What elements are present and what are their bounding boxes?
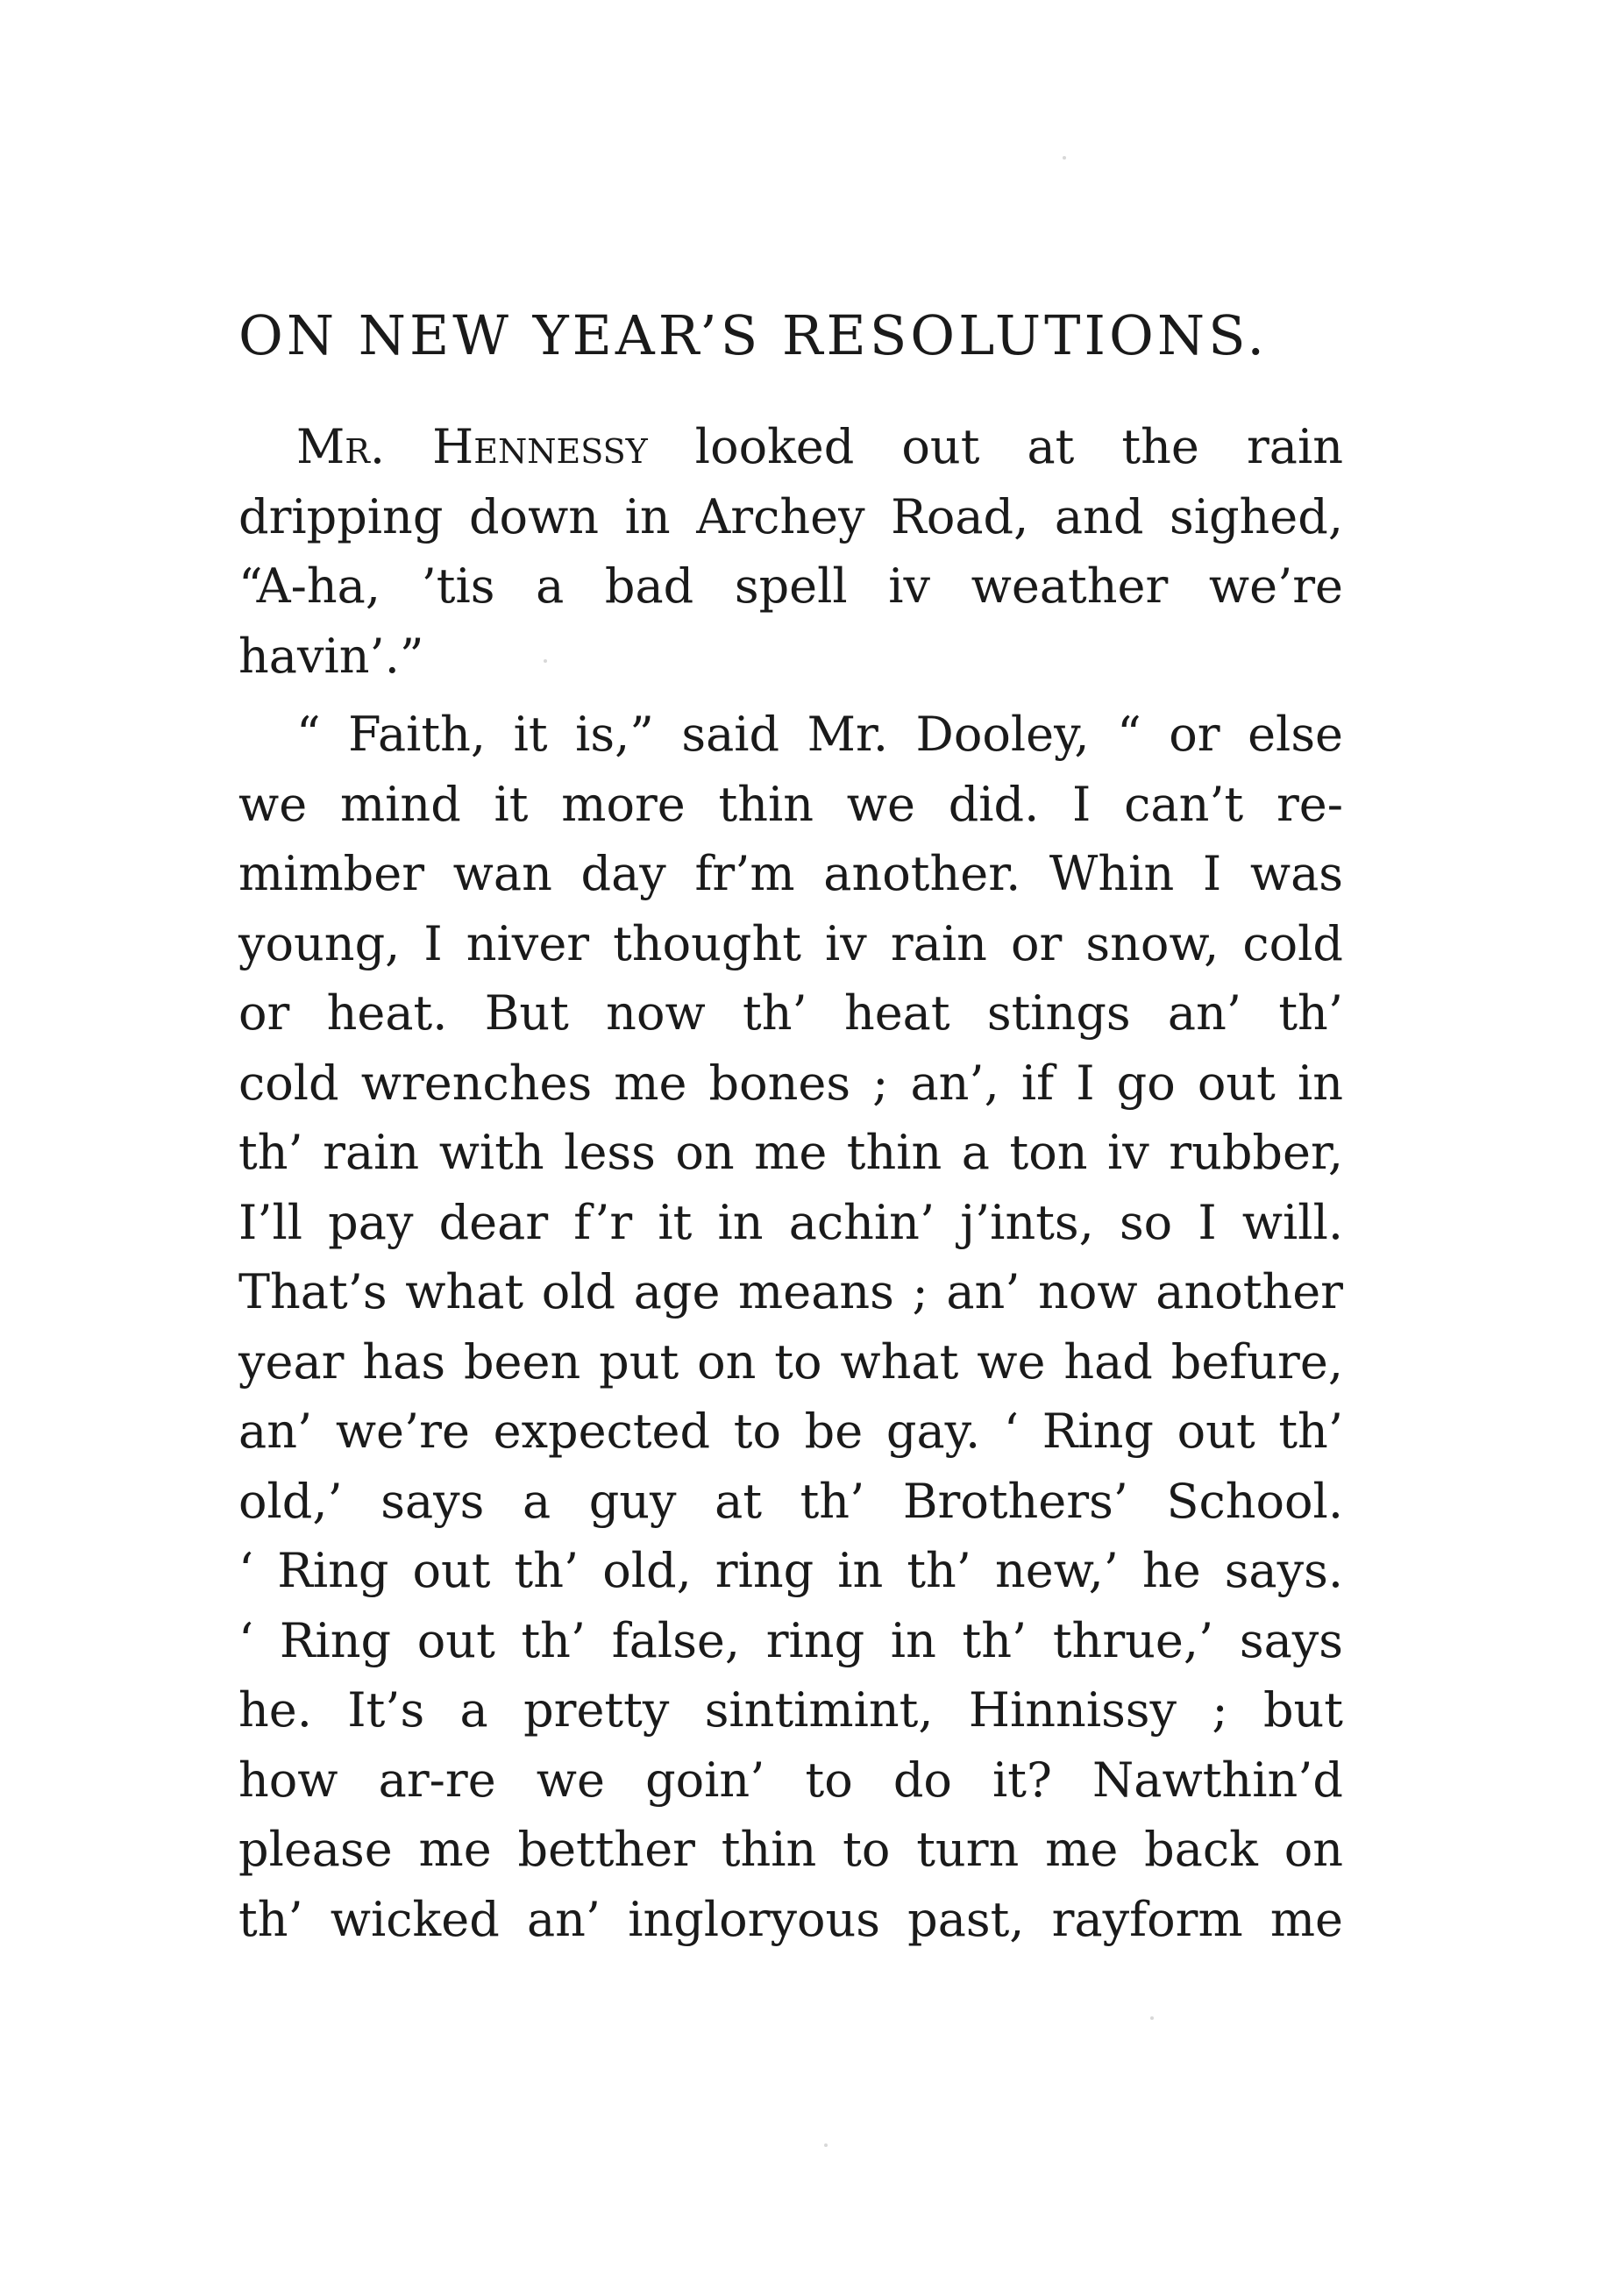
paper-speck bbox=[1063, 156, 1066, 160]
text-line: “A-ha, ’tis a bad spell iv weather we’re bbox=[238, 558, 1343, 614]
text-line: or heat. But now th’ heat stings an’ th’ bbox=[238, 985, 1343, 1041]
chapter-title: ON NEW YEAR’S RESOLUTIONS. bbox=[238, 303, 1269, 367]
text-line: an’ we’re expected to be gay. ‘ Ring out th’ bbox=[238, 1404, 1343, 1459]
text-line bbox=[238, 412, 1343, 482]
paragraph-1 bbox=[238, 412, 1343, 691]
text-line: young, I niver thought iv rain or snow, cold bbox=[238, 915, 1343, 971]
text-line: dripping down in Archey Road, and sighed, bbox=[238, 488, 1343, 544]
text-line: th’ wicked an’ ingloryous past, rayform me bbox=[238, 1891, 1343, 1947]
paragraph-gap bbox=[238, 691, 1343, 700]
text-line: ‘ Ring out th’ false, ring in th’ thrue,’ says bbox=[238, 1612, 1343, 1668]
text-line: please me betther thin to turn me back on bbox=[238, 1822, 1343, 1877]
text-line: old,’ says a guy at th’ Brothers’ School. bbox=[238, 1473, 1343, 1529]
text-line: mimber wan day fr’m another. Whin I was bbox=[238, 846, 1343, 901]
text-line: “ Faith, it is,” said Mr. Dooley, “ or else bbox=[296, 707, 1343, 762]
text-line: havin’.” bbox=[238, 628, 424, 684]
speaker-name: Hennessy bbox=[432, 419, 648, 474]
text-line: That’s what old age means ; an’ now another bbox=[238, 1264, 1343, 1319]
text-line: year has been put on to what we had befure, bbox=[238, 1333, 1343, 1390]
paper-speck bbox=[1150, 2016, 1154, 2020]
text-line-rest: looked out at the rain bbox=[647, 419, 1344, 474]
speaker-title: Mr. bbox=[296, 419, 433, 474]
paper-speck bbox=[824, 2143, 828, 2147]
text-line: we mind it more thin we did. I can’t re- bbox=[238, 776, 1343, 832]
text-line: cold wrenches me bones ; an’, if I go out in bbox=[238, 1055, 1343, 1111]
text-line: he. It’s a pretty sintimint, Hinnissy ; but bbox=[238, 1682, 1343, 1738]
text-line: how ar-re we goin’ to do it? Nawthin’d bbox=[238, 1752, 1343, 1808]
paper-speck bbox=[544, 659, 547, 663]
text-line: th’ rain with less on me thin a ton iv rubber, bbox=[238, 1125, 1343, 1180]
paragraph-2 bbox=[238, 700, 1343, 1954]
body-text bbox=[238, 412, 1343, 1954]
text-line: I’ll pay dear f’r it in achin’ j’ints, so I will. bbox=[238, 1194, 1343, 1250]
text-line: ‘ Ring out th’ old, ring in th’ new,’ he says. bbox=[238, 1543, 1343, 1598]
